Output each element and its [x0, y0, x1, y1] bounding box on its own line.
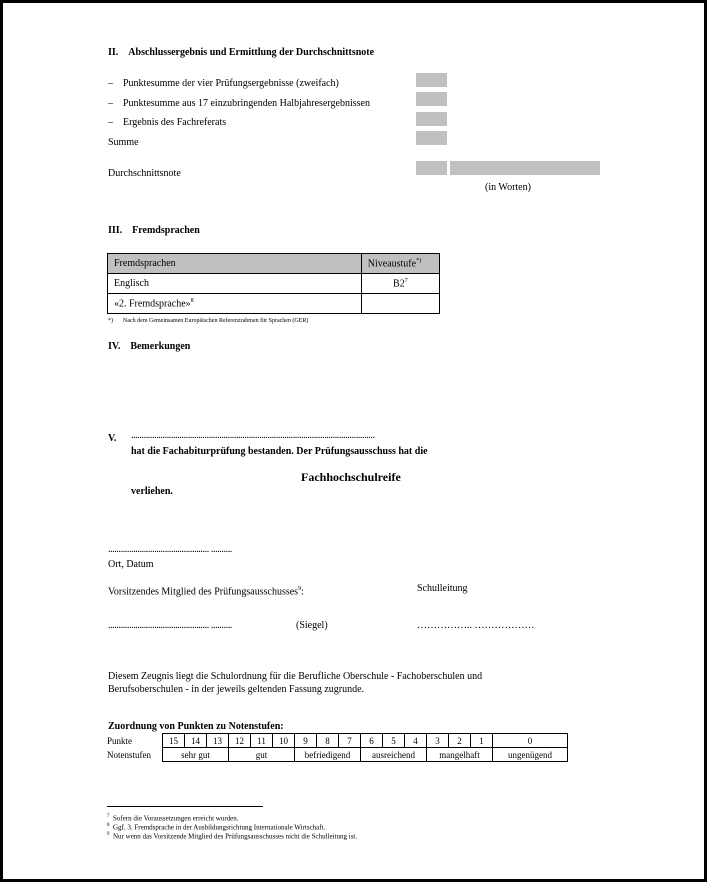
level-english[interactable]: $B2^7$ — [361, 274, 439, 294]
point-cell: 13 — [207, 734, 229, 748]
item-halbjahresergebnisse: – Punktesumme aus 17 einzubringenden Halbjahresergebnissen — [108, 98, 370, 109]
point-cell: 0 — [493, 734, 568, 748]
footnote-9: $^9$ Nur wenn das Vorsitzende Mitglied des Prüfungsausschusses nicht die Schulleitung ist. — [107, 832, 358, 841]
verliehen-text: verliehen. — [131, 486, 173, 497]
section-3-title: III. Fremdsprachen — [108, 225, 200, 236]
field-fachreferat-points[interactable] — [416, 112, 447, 126]
point-cell: 3 — [427, 734, 449, 748]
notenstufen-label: Notenstufen — [107, 749, 151, 760]
ger-footnote-mark: *) — [108, 318, 113, 324]
item-pruefungsergebnisse: – Punktesumme der vier Prüfungsergebnisse (zweifach) — [108, 78, 339, 89]
point-cell: 8 — [317, 734, 339, 748]
field-durchschnittsnote[interactable] — [416, 161, 447, 175]
footnote-divider — [107, 806, 263, 807]
candidate-name-dots[interactable]: .................................................................................................................... — [131, 430, 375, 441]
notice-line-1: Diesem Zeugnis liegt die Schulordnung für die Berufliche Oberschule - Fachoberschulen und — [108, 671, 483, 682]
fachhochschulreife-title: Fachhochschulreife — [301, 470, 401, 484]
point-cell: 7 — [339, 734, 361, 748]
ger-footnote: Nach dem Gemeinsamen Europäischen Referenzrahmen für Sprachen (GER) — [123, 318, 309, 324]
level-second[interactable] — [361, 294, 439, 314]
footnote-8: $^8$ Ggf. 3. Fremdsprache in der Ausbildungsrichtung Internationale Wirtschaft. — [107, 823, 326, 832]
vorsitz-label: Vorsitzendes Mitglied des Prüfungsausschusses$^9$: — [108, 586, 304, 598]
point-cell: 11 — [251, 734, 273, 748]
vorsitz-signature-dots[interactable]: ................................................ .......... — [108, 620, 232, 631]
point-cell: 4 — [405, 734, 427, 748]
lang-english: Englisch — [108, 274, 362, 294]
col-niveaustufe: Niveaustufe*) — [361, 254, 439, 274]
punkte-label: Punkte — [107, 735, 133, 746]
field-pruefung-points[interactable] — [416, 73, 447, 87]
schulleitung-label: Schulleitung — [417, 583, 468, 594]
footnote-7: $^7$ Sofern die Voraussetzungen erreicht wurden. — [107, 814, 239, 823]
field-summe[interactable] — [416, 131, 447, 145]
grade-cell: gut — [229, 748, 295, 762]
notice-line-2: Berufsoberschulen - in der jeweils geltenden Fassung zugrunde. — [108, 684, 365, 695]
point-cell: 6 — [361, 734, 383, 748]
grade-cell: sehr gut — [163, 748, 229, 762]
point-cell: 1 — [471, 734, 493, 748]
ort-datum-label: Ort, Datum — [108, 559, 154, 570]
durchschnittsnote-label: Durchschnittsnote — [108, 168, 181, 179]
point-cell: 5 — [383, 734, 405, 748]
summe-label: Summe — [108, 137, 139, 148]
ort-datum-dots[interactable]: ................................................ .......... — [108, 544, 232, 555]
siegel-label: (Siegel) — [296, 620, 328, 631]
bestanden-text: hat die Fachabiturprüfung bestanden. Der Prüfungsausschuss hat die — [131, 446, 428, 457]
section-4-title: IV. Bemerkungen — [108, 341, 191, 352]
point-cell: 15 — [163, 734, 185, 748]
point-cell: 2 — [449, 734, 471, 748]
zuordnung-title: Zuordnung von Punkten zu Notenstufen: — [108, 721, 284, 732]
grade-cell: ungenügend — [493, 748, 568, 762]
grade-cell: mangelhaft — [427, 748, 493, 762]
point-cell: 10 — [273, 734, 295, 748]
schulleitung-signature-dots[interactable]: …………….. ……………… — [417, 620, 535, 631]
fremdsprachen-table — [107, 253, 440, 314]
grade-cell: befriedigend — [295, 748, 361, 762]
col-fremdsprachen: Fremdsprachen — [108, 254, 362, 274]
in-worten-label: (in Worten) — [485, 182, 531, 193]
grade-cell: ausreichend — [361, 748, 427, 762]
point-cell: 9 — [295, 734, 317, 748]
field-note-in-worten[interactable] — [450, 161, 600, 175]
field-halbjahr-points[interactable] — [416, 92, 447, 106]
zuordnung-table — [107, 733, 568, 762]
section-5-num: V. — [108, 433, 117, 444]
lang-second: «2. Fremdsprache»$^8$ — [108, 294, 362, 314]
point-cell: 12 — [229, 734, 251, 748]
section-2-title: II. Abschlussergebnis und Ermittlung der Durchschnittsnote — [108, 47, 375, 58]
point-cell: 14 — [185, 734, 207, 748]
item-fachreferat: – Ergebnis des Fachreferats — [108, 117, 227, 128]
